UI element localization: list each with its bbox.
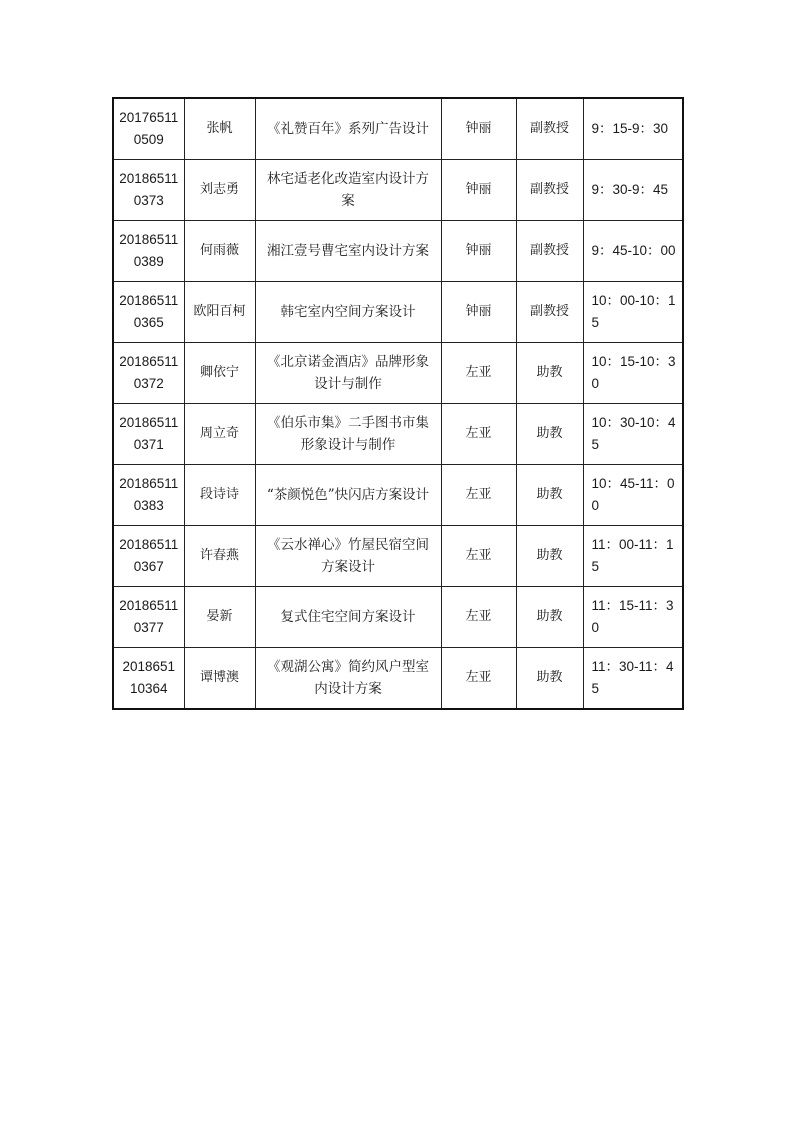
time-slot-cell: 10：45-11：00: [583, 465, 683, 526]
student-name-cell: 何雨薇: [184, 221, 255, 282]
advisor-name-cell: 钟丽: [441, 98, 516, 160]
thesis-title-cell: 林宅适老化改造室内设计方案: [255, 160, 441, 221]
advisor-rank-cell: 助教: [516, 526, 583, 587]
thesis-title-cell: 韩宅室内空间方案设计: [255, 282, 441, 343]
advisor-rank-cell: 副教授: [516, 221, 583, 282]
student-name-cell: 谭博澳: [184, 648, 255, 710]
thesis-title-cell: 《礼赞百年》系列广告设计: [255, 98, 441, 160]
table-row: [113, 648, 683, 710]
thesis-title-cell: 《北京诺金酒店》品牌形象设计与制作: [255, 343, 441, 404]
table-row: [113, 343, 683, 404]
student-name-cell: 许春燕: [184, 526, 255, 587]
student-name-cell: 卿依宁: [184, 343, 255, 404]
table-row: [113, 526, 683, 587]
time-slot-cell: 11：30-11：45: [583, 648, 683, 710]
student-name-cell: 段诗诗: [184, 465, 255, 526]
time-slot-cell: 11：00-11：15: [583, 526, 683, 587]
student-name-cell: 刘志勇: [184, 160, 255, 221]
student-id-cell: 2018651 10364: [113, 648, 184, 710]
table-row: [113, 404, 683, 465]
student-name-cell: 欧阳百柯: [184, 282, 255, 343]
advisor-name-cell: 左亚: [441, 526, 516, 587]
student-id-cell: 20176511 0509: [113, 98, 184, 160]
advisor-rank-cell: 助教: [516, 404, 583, 465]
time-slot-cell: 11：15-11：30: [583, 587, 683, 648]
table-body: [113, 98, 683, 709]
time-slot-cell: 10：15-10：30: [583, 343, 683, 404]
advisor-rank-cell: 助教: [516, 587, 583, 648]
thesis-title-cell: 湘江壹号曹宅室内设计方案: [255, 221, 441, 282]
student-name-cell: 张帆: [184, 98, 255, 160]
student-id-cell: 20186511 0373: [113, 160, 184, 221]
time-slot-cell: 9：15-9：30: [583, 98, 683, 160]
thesis-title-cell: 《云水禅心》竹屋民宿空间方案设计: [255, 526, 441, 587]
student-id-cell: 20186511 0367: [113, 526, 184, 587]
advisor-name-cell: 钟丽: [441, 160, 516, 221]
advisor-name-cell: 左亚: [441, 404, 516, 465]
table-row: [113, 160, 683, 221]
student-id-cell: 20186511 0371: [113, 404, 184, 465]
thesis-title-cell: “茶颜悦色”快闪店方案设计: [255, 465, 441, 526]
table-row: [113, 282, 683, 343]
student-id-cell: 20186511 0365: [113, 282, 184, 343]
advisor-rank-cell: 助教: [516, 465, 583, 526]
thesis-title-cell: 复式住宅空间方案设计: [255, 587, 441, 648]
advisor-rank-cell: 助教: [516, 648, 583, 710]
time-slot-cell: 10：30-10：45: [583, 404, 683, 465]
table-row: [113, 98, 683, 160]
thesis-title-cell: 《观湖公寓》简约风户型室内设计方案: [255, 648, 441, 710]
table-row: [113, 221, 683, 282]
table-row: [113, 465, 683, 526]
advisor-rank-cell: 助教: [516, 343, 583, 404]
advisor-rank-cell: 副教授: [516, 98, 583, 160]
student-name-cell: 晏新: [184, 587, 255, 648]
advisor-name-cell: 左亚: [441, 343, 516, 404]
time-slot-cell: 10：00-10：15: [583, 282, 683, 343]
student-id-cell: 20186511 0383: [113, 465, 184, 526]
advisor-name-cell: 左亚: [441, 465, 516, 526]
student-id-cell: 20186511 0377: [113, 587, 184, 648]
defense-schedule-table: [112, 97, 684, 710]
advisor-name-cell: 钟丽: [441, 221, 516, 282]
advisor-name-cell: 左亚: [441, 648, 516, 710]
student-id-cell: 20186511 0389: [113, 221, 184, 282]
thesis-title-cell: 《伯乐市集》二手图书市集形象设计与制作: [255, 404, 441, 465]
advisor-name-cell: 左亚: [441, 587, 516, 648]
student-name-cell: 周立奇: [184, 404, 255, 465]
advisor-rank-cell: 副教授: [516, 160, 583, 221]
student-id-cell: 20186511 0372: [113, 343, 184, 404]
advisor-rank-cell: 副教授: [516, 282, 583, 343]
table-row: [113, 587, 683, 648]
advisor-name-cell: 钟丽: [441, 282, 516, 343]
time-slot-cell: 9：45-10：00: [583, 221, 683, 282]
time-slot-cell: 9：30-9：45: [583, 160, 683, 221]
